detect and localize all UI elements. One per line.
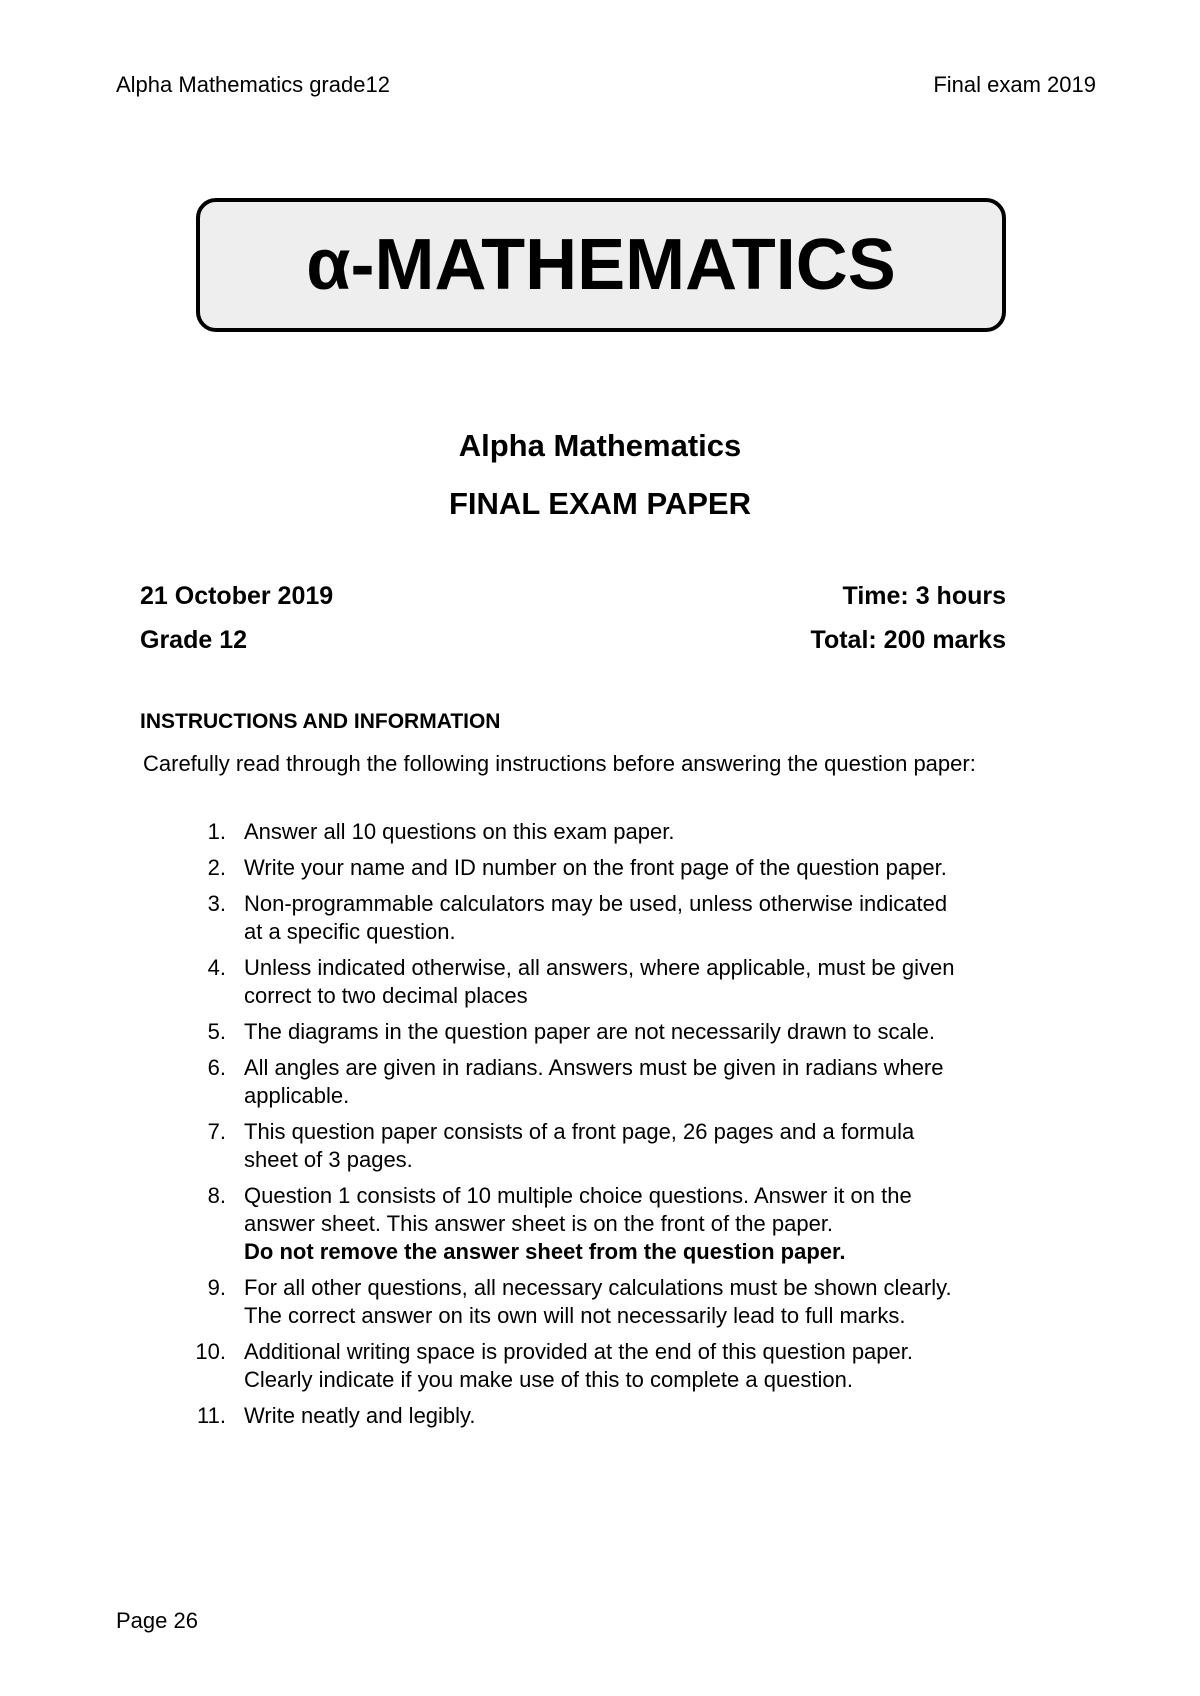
paper-type-heading: FINAL EXAM PAPER xyxy=(449,486,751,521)
instruction-item xyxy=(0,1402,970,1430)
instruction-text: Write neatly and legibly. xyxy=(244,1403,476,1428)
instruction-item xyxy=(0,1018,970,1046)
meta-row-date-time xyxy=(140,582,1006,611)
instruction-text: Additional writing space is provided at the end of this question paper. Clearly indicate if you make use of this to complete a question. xyxy=(244,1339,913,1392)
page-number: Page 26 xyxy=(116,1608,198,1633)
instructions-heading: INSTRUCTIONS AND INFORMATION xyxy=(140,710,501,733)
instruction-text: All angles are given in radians. Answers must be given in radians where applicable. xyxy=(244,1055,944,1108)
instruction-text: Unless indicated otherwise, all answers, where applicable, must be given correct to two decimal places xyxy=(244,955,955,1008)
instruction-number: 3. xyxy=(207,891,226,916)
title-text: α-MATHEMATICS xyxy=(306,225,896,305)
running-header xyxy=(116,72,1096,102)
instruction-number: 10. xyxy=(195,1339,226,1364)
instruction-text: Write your name and ID number on the front page of the question paper. xyxy=(244,855,947,880)
header-course-label: Alpha Mathematics grade12 xyxy=(116,72,390,97)
instruction-text: Answer all 10 questions on this exam paper. xyxy=(244,819,675,844)
exam-grade: Grade 12 xyxy=(140,626,248,654)
instruction-text: This question paper consists of a front page, 26 pages and a formula sheet of 3 pages. xyxy=(244,1119,915,1172)
instruction-text: For all other questions, all necessary calculations must be shown clearly. The correct answer on its own will not necessarily lead to full marks. xyxy=(244,1275,952,1328)
instruction-item xyxy=(0,1182,970,1266)
instruction-text: Non-programmable calculators may be used, unless otherwise indicated at a specific question. xyxy=(244,891,948,944)
instruction-number: 1. xyxy=(207,819,226,844)
instructions-list xyxy=(0,818,1200,1438)
subject-heading: Alpha Mathematics xyxy=(458,428,742,463)
instruction-item xyxy=(0,1338,970,1394)
instruction-item xyxy=(0,954,970,1010)
instruction-number: 9. xyxy=(207,1275,226,1300)
instruction-emphasis: Do not remove the answer sheet from the question paper. xyxy=(244,1239,846,1264)
instruction-number: 2. xyxy=(207,855,226,880)
title-box xyxy=(196,198,1006,332)
instruction-item xyxy=(0,818,970,846)
instruction-number: 8. xyxy=(207,1183,226,1208)
instruction-text: Question 1 consists of 10 multiple choice questions. Answer it on the answer sheet. This answer sheet is on the front of the paper. xyxy=(244,1183,912,1236)
instruction-number: 4. xyxy=(207,955,226,980)
instruction-item xyxy=(0,854,970,882)
instructions-intro: Carefully read through the following instructions before answering the question paper: xyxy=(143,751,976,776)
exam-date: 21 October 2019 xyxy=(140,582,334,610)
instruction-number: 7. xyxy=(207,1119,226,1144)
meta-row-grade-total xyxy=(140,626,1006,655)
instruction-item xyxy=(0,890,970,946)
instruction-number: 5. xyxy=(207,1019,226,1044)
instruction-item xyxy=(0,1274,970,1330)
header-exam-label: Final exam 2019 xyxy=(933,72,1096,97)
instruction-item xyxy=(0,1118,970,1174)
instruction-number: 11. xyxy=(197,1403,226,1428)
instruction-item xyxy=(0,1054,970,1110)
instruction-number: 6. xyxy=(207,1055,226,1080)
exam-duration: Time: 3 hours xyxy=(842,582,1006,610)
exam-total-marks: Total: 200 marks xyxy=(810,626,1006,654)
instruction-text: The diagrams in the question paper are not necessarily drawn to scale. xyxy=(244,1019,935,1044)
